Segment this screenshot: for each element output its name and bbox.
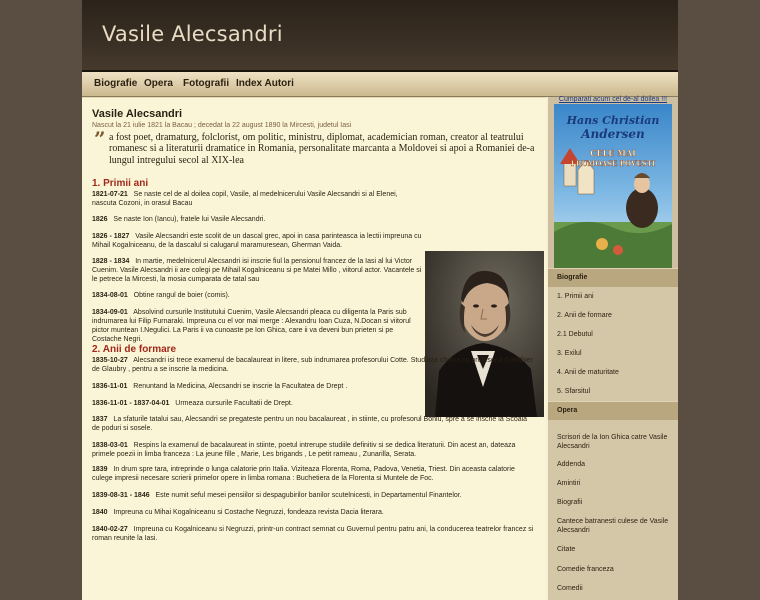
entry-date: 1837	[92, 416, 108, 423]
sidebar-item-citate[interactable]	[548, 540, 678, 560]
entry-date: 1836-11-01 - 1837-04-01	[92, 400, 170, 407]
nav-opera[interactable]: Opera	[144, 78, 173, 89]
book-subtitle-line1: CELE MAI	[590, 148, 636, 158]
entry-date: 1839-08-31 - 1846	[92, 492, 150, 499]
sidebar-item-amintiri[interactable]	[548, 474, 678, 494]
entry-date: 1840-02-27	[92, 526, 128, 533]
sidebar-item-sfarsitul[interactable]	[548, 382, 678, 402]
sidebar-item-label: Scrisori de la Ion Ghica catre Vasile Alecsandri	[557, 434, 668, 450]
timeline-entry	[92, 257, 422, 284]
sidebar-item-scrisori[interactable]	[548, 420, 678, 455]
portrait-image	[425, 251, 544, 417]
entry-date: 1828 - 1834	[92, 258, 130, 265]
promo-link[interactable]: Cumparati acum cel de-al doilea !!!	[558, 96, 668, 103]
timeline-entry	[92, 291, 422, 300]
entry-text: In drum spre tara, intreprinde o lunga calatorie prin Italia. Viziteaza Florenta, Roma, Padova, Venetia, Triest. Din aceasta calatorie culege impresii necesare scrierii primelor opere in limba romana : Buchetiera de la Florenta si Muntele de Foc.	[92, 466, 515, 482]
article-title: Vasile Alecsandri	[92, 108, 183, 120]
sidebar	[548, 97, 678, 600]
timeline-entry	[92, 232, 422, 250]
sidebar-item-label: 1. Primii ani	[557, 293, 594, 300]
timeline-entry	[92, 491, 534, 500]
sidebar-item-primii-ani[interactable]	[548, 287, 678, 307]
entry-date: 1839	[92, 466, 108, 473]
quote-icon: ”	[94, 127, 106, 151]
sidebar-heading-label: Biografie	[557, 274, 588, 281]
nav-biografie[interactable]: Biografie	[94, 78, 138, 89]
timeline-entry	[92, 415, 534, 433]
sidebar-item-debutul[interactable]	[548, 325, 678, 345]
entry-text: Se naste cel de al doilea copil, Vasile, al medelnicerului Vasile Alecsandri si al Elenei, nascuta Cozoni, in orasul Bacau	[92, 191, 398, 207]
entry-date: 1834-09-01	[92, 309, 128, 316]
entry-text: Vasile Alecsandri este scolit de un dascal grec, apoi in casa parinteasca ia lectii impreuna cu Mihail Kogalniceanu, de la dascalul si calugarul maramuresean, Gherman Vaida.	[92, 233, 422, 249]
timeline-entry	[92, 441, 534, 459]
timeline-entry	[92, 215, 412, 224]
sidebar-item-exilul[interactable]	[548, 344, 678, 364]
sidebar-item-label: Amintiri	[557, 480, 581, 487]
sidebar-item-addenda[interactable]	[548, 454, 678, 475]
entry-text: In martie, medelnicerul Alecsandri isi inscrie fiul la pensionul francez de la Iasi al lui Victor Cuenim. Vasile Alecsandri ii are colegi pe Mihail Kogalniceanu si pe Matei Millo , viitorul actor. Vacantele si le petrece la Mircesti, la mosia cumparata de tatal sau	[92, 258, 422, 283]
sidebar-item-label: 3. Exilul	[557, 350, 582, 357]
entry-text: Este numit seful mesei pensiilor si despagubirilor banilor scutelnicesti, in Departamentul Finantelor.	[155, 492, 462, 499]
sidebar-item-label: 2.1 Debutul	[557, 331, 593, 338]
top-nav	[82, 72, 678, 97]
entry-text: Impreuna cu Mihai Kogalniceanu si Costache Negruzzi, fondeaza revista Dacia literara.	[113, 509, 384, 516]
entry-date: 1826 - 1827	[92, 233, 130, 240]
book-title-line1: Hans Christian	[566, 114, 660, 127]
section-heading-anii-de-formare: 2. Anii de formare	[92, 344, 177, 355]
site-header	[82, 0, 678, 72]
timeline-entry	[92, 465, 534, 483]
sidebar-item-label: Comedie franceza	[557, 566, 614, 573]
sidebar-heading-label: Opera	[557, 407, 578, 414]
timeline-entry	[92, 399, 534, 408]
entry-date: 1838-03-01	[92, 442, 128, 449]
timeline-entry	[92, 356, 534, 374]
sidebar-item-label: 4. Anii de maturitate	[557, 369, 619, 376]
sidebar-item-label: Citate	[557, 546, 576, 553]
site-title[interactable]: Vasile Alecsandri	[102, 22, 283, 46]
section-heading-primii-ani: 1. Primii ani	[92, 178, 149, 189]
sidebar-item-anii-de-maturitate[interactable]	[548, 363, 678, 383]
sidebar-item-comedie-franceza[interactable]	[548, 559, 678, 579]
sidebar-item-label: Addenda	[557, 461, 586, 468]
entry-text: Impreuna cu Kogalniceanu si Negruzzi, printr-un contract semnat cu Guvernul pentru patru ani, la conducerea teatrelor francez si roman reunite la Iasi.	[92, 526, 534, 542]
timeline-entry	[92, 308, 422, 344]
entry-date: 1835-10-27	[92, 357, 128, 364]
book-title-line2: Andersen	[581, 127, 645, 141]
nav-index-autori[interactable]: Index Autori	[236, 78, 294, 89]
sidebar-item-label: 2. Anii de formare	[557, 312, 612, 319]
entry-text: Urmeaza cursurile Facultatii de Drept.	[175, 400, 293, 407]
timeline-entry	[92, 190, 412, 208]
entry-date: 1834-08-01	[92, 292, 128, 299]
entry-text: Absolvind cursurile Institutului Cuenim, Vasile Alecsandri pleaca cu diligenta la Paris sub indrumarea lui Filip Furnaraki. Impreuna cu el vor mai merge : Alexandru Ioan Cuza, N.Docan si viitorul pictor muntean I.Negulici. La Paris ii va cunoaste pe Ion Ghica, care ii va deveni bun prieten si pe Costache Negri.	[92, 309, 411, 343]
entry-text: Se naste Ion (Iancu), fratele lui Vasile Alecsandri.	[113, 216, 266, 223]
entry-date: 1836-11-01	[92, 383, 128, 390]
article-subtitle: Nascut la 21 iulie 1821 la Bacau ; decedat la 22 august 1890 la Mircesti, judetul Iasi	[92, 122, 352, 129]
page	[82, 0, 678, 600]
timeline-entry	[92, 382, 534, 391]
entry-text: Renuntand la Medicina, Alecsandri se inscrie la Facultatea de Drept .	[133, 383, 348, 390]
entry-text: Obtine rangul de boier (comis).	[133, 292, 230, 299]
sidebar-item-anii-de-formare[interactable]	[548, 306, 678, 326]
entry-text: Alecsandri isi trece examenul de bacalaureat in litere, sub indrumarea profesorului Cotte. Studiaza chimia cu profesorul Gaulthier de Glaubry , pentru a se inscrie la medicina.	[92, 357, 533, 373]
entry-date: 1821-07-21	[92, 191, 128, 198]
intro-paragraph: a fost poet, dramaturg, folclorist, om politic, ministru, diplomat, academician roman, creator al teatrului romanesc si a literaturii dramatice in Romania, personalitate marcanta a Moldovei si apoi a Romaniei de-a lungul intregului secol al XIX-lea	[109, 132, 535, 166]
entry-text: Respins la examenul de bacalaureat in stiinte, poetul intrerupe studiile definitiv si se dedica literaturii. Din acest an, dateaza primele poezii in limba franceza : La jeune fille , Marie, Les brigands , Le petit rameau , Zunarilla, Serata.	[92, 442, 516, 458]
sidebar-item-label: Cantece batranesti culese de Vasile Alecsandri	[557, 518, 669, 534]
sidebar-item-label: Comedii	[557, 585, 583, 592]
book-cover-image[interactable]	[554, 104, 672, 268]
sidebar-item-label: Biografii	[557, 499, 583, 506]
entry-date: 1826	[92, 216, 108, 223]
timeline-entry	[92, 525, 534, 543]
main-content	[82, 97, 546, 600]
nav-fotografii[interactable]: Fotografii	[183, 78, 230, 89]
book-subtitle-line2: FRUMOASE POVESTI	[570, 159, 656, 168]
timeline-entry	[92, 508, 534, 517]
sidebar-item-biografii[interactable]	[548, 493, 678, 513]
sidebar-item-label: 5. Sfarsitul	[557, 388, 591, 395]
sidebar-item-comedii[interactable]	[548, 578, 678, 600]
entry-text: La sfaturile tatalui sau, Alecsandri se pregateste pentru un nou bacalaureat , in stiinte, cu profesorul Boniu, spre a se inscrie la Scoala de poduri si sosele.	[92, 416, 528, 432]
sidebar-item-cantece-batranesti[interactable]	[548, 512, 678, 541]
entry-date: 1840	[92, 509, 108, 516]
